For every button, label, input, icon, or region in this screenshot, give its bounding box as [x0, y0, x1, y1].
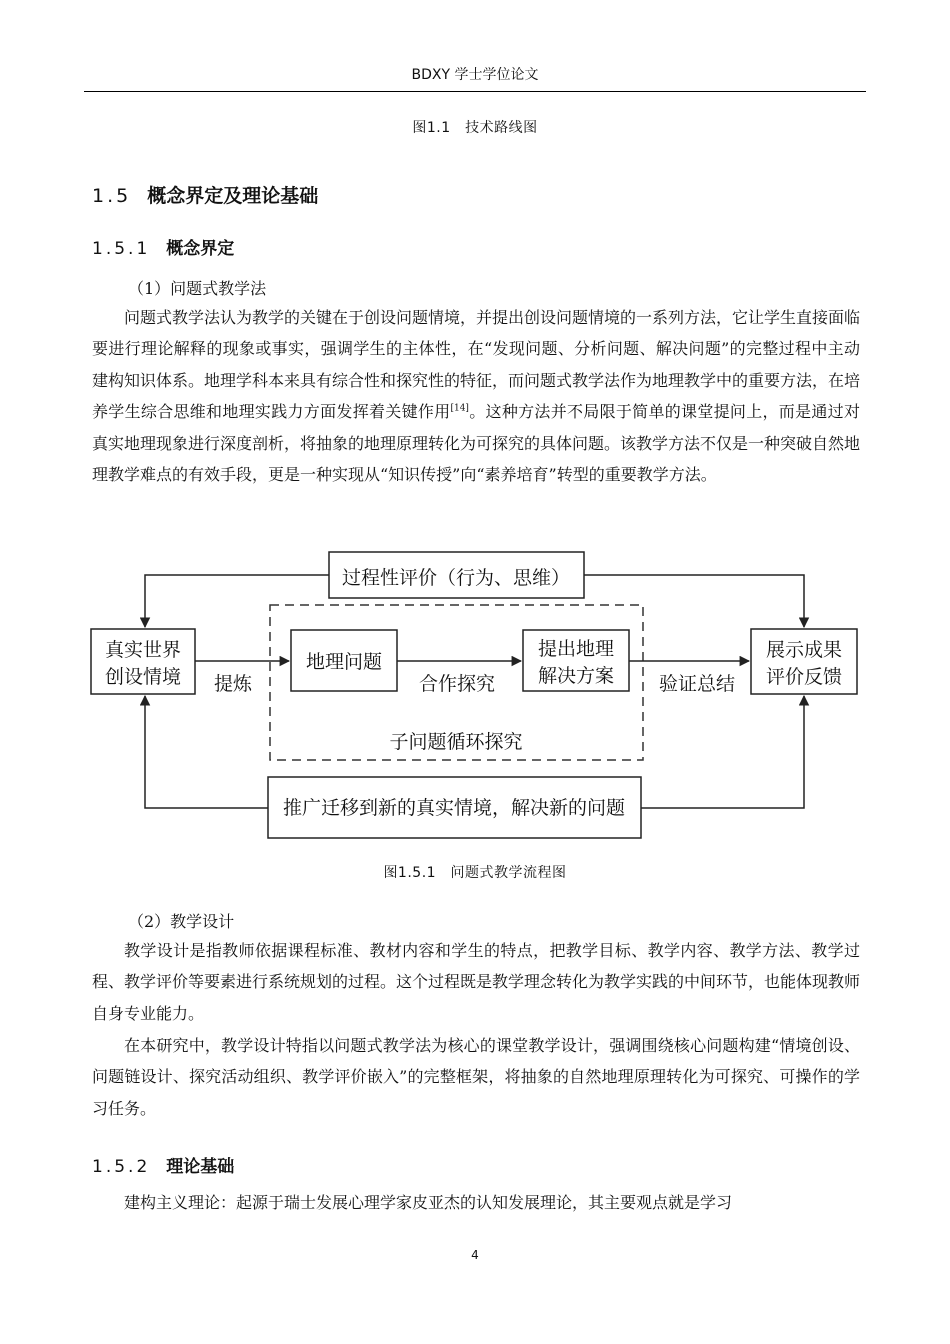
arrow-top-to-left — [145, 575, 329, 627]
arrow-bottom-to-right — [641, 696, 804, 808]
paragraph-teaching-design-2: 在本研究中，教学设计特指以问题式教学法为核心的课堂教学设计，强调围绕核心问题构建“情境创设、问题链设计、探究活动组织、教学评价嵌入”的完整框架，将抽象的自然地理原理转化为可探究、可操作的学习任务。 — [92, 1036, 860, 1118]
section-number: 1.5 — [92, 185, 132, 207]
item-label-teaching-design: （2）教学设计 — [128, 912, 235, 931]
arrow-label-cooperate: 合作探究 — [418, 673, 496, 695]
transfer-label: 推广迁移到新的真实情境，解决新的问题 — [282, 797, 626, 819]
running-header: BDXY 学士学位论文 — [411, 67, 539, 83]
section-title: 概念界定及理论基础 — [147, 185, 319, 207]
arrow-label-refine: 提炼 — [213, 673, 253, 695]
real-world-label-line1: 真实世界 — [104, 639, 182, 661]
paragraph-teaching-design-1: 教学设计是指教师依据课程标准、教材内容和学生的特点，把教学目标、教学内容、教学方法、教学过程、教学评价等要素进行系统规划的过程。这个过程既是教学理念转化为教学实践的中间环节，也能体现教师自身专业能力。 — [92, 941, 861, 1023]
arrow-top-to-right — [584, 575, 804, 627]
subsection-number: 1.5.2 — [92, 1157, 151, 1177]
solution-label-line2: 解决方案 — [537, 665, 615, 687]
paragraph-text-part2: 。这种方法并不局限于简单的课堂提问上，而是通过对真实地理现象进行深度剖析，将抽象的地理原理转化为可探究的具体问题。该教学方法不仅是一种突破自然地理教学难点的有效手段，更是一种实现从“知识传授”向“素养培育”转型的重要教学方法。 — [92, 402, 861, 485]
section-heading — [92, 181, 318, 208]
real-world-label-line2: 创设情境 — [104, 666, 182, 688]
citation: [14] — [450, 403, 469, 414]
loop-label: 子问题循环探究 — [389, 731, 523, 753]
item-label-problem-based-teaching: （1）问题式教学法 — [128, 279, 267, 298]
arrow-label-verify: 验证总结 — [658, 673, 736, 695]
paragraph-text-part1: 问题式教学法认为教学的关键在于创设问题情境，并提出创设问题情境的一系列方法，它让学生直接面临要进行理论解释的现象或事实，强调学生的主体性，在“发现问题、分析问题、解决问题”的完整过程中主动建构知识体系。地理学科本来具有综合性和探究性的特征，而问题式教学法作为地理教学中的重要方法，在培养学生综合思维和地理实践力方面发挥着关键作用 — [92, 308, 861, 422]
subsection-title: 概念界定 — [166, 239, 235, 259]
figure-caption-technical-route: 图1.1 技术路线图 — [412, 120, 538, 136]
figure-caption-flowchart: 图1.5.1 问题式教学流程图 — [383, 865, 567, 881]
subsection-heading-theory — [92, 1152, 234, 1177]
paragraph-constructivism: 建构主义理论：起源于瑞士发展心理学家皮亚杰的认知发展理论，其主要观点就是学习 — [124, 1193, 733, 1212]
arrow-bottom-to-left — [145, 696, 268, 808]
geography-problem-label: 地理问题 — [305, 651, 383, 673]
subsection-number: 1.5.1 — [92, 239, 151, 259]
subsection-heading-concepts — [92, 234, 234, 259]
solution-label-line1: 提出地理 — [537, 638, 615, 660]
show-results-label-line1: 展示成果 — [765, 639, 843, 661]
page-number: 4 — [471, 1248, 479, 1262]
header-rule — [84, 91, 866, 92]
process-evaluation-label: 过程性评价（行为、思维） — [341, 567, 571, 589]
paragraph-problem-based-teaching — [92, 302, 860, 490]
subsection-title: 理论基础 — [166, 1157, 235, 1177]
show-results-label-line2: 评价反馈 — [765, 666, 843, 688]
problem-based-teaching-flowchart — [85, 543, 861, 843]
